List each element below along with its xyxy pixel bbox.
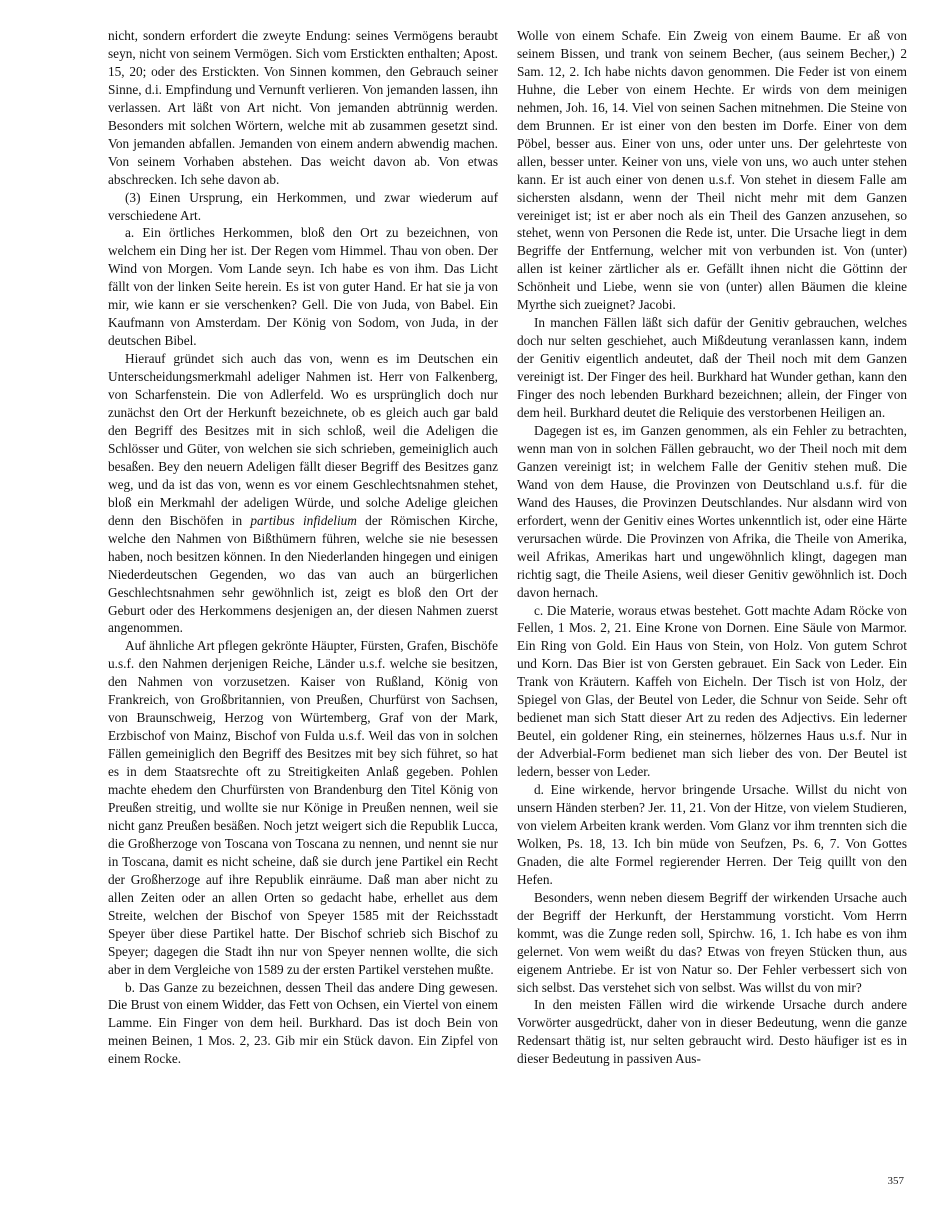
left-column	[108, 27, 498, 1068]
paragraph: Auf ähnliche Art pflegen gekrönte Häupter, Fürsten, Grafen, Bischöfe u.s.f. den Nahmen derjenigen Reiche, Länder u.s.f. welche sie besitzen, den Nahmen von vorzusetzen. Kaiser von Rußland, König von Frankreich, von Großbritannien, von Preußen, Churfürst von Sachsen, von Braunschweig, Herzog von Würtemberg, Graf von der Mark, Erzbischof von Mainz, Bischof von Fulda u.s.f. Weil das von in solchen Fällen gemeiniglich den Begriff des Besitzes mit bey sich führet, so hat es in dem Staatsrechte oft zu Streitigkeiten Anlaß gegeben. Pohlen machte ehedem den Churfürsten von Brandenburg den Titel König von Preußen streitig, und wollte sie nur Könige in Preußen nennen, weil sie nicht ganz Preußen besäßen. Noch jetzt weigert sich die Republik Lucca, die Großherzoge von Toscana von Toscana zu nennen, und nennt sie nur in Toscana, damit es nicht scheine, daß sie durch jene Partikel ein Recht der Großherzoge auf ihre Republik einräume. Daß man aber nicht zu allen Zeiten oder an allen Orten so gedacht habe, erhellet aus dem Streite, welchen der Bischof von Speyer 1585 mit der Reichsstadt Speyer über diese Partikel hatte. Der Bischof schrieb sich Bischof zu Speyer; dagegen die Stadt ihn nur von Speyer nennen wollte, die sich aber in dem Vergleiche von 1589 zu der ersten Partikel verstehen mußte.	[108, 638, 498, 977]
page-number: 357	[887, 1175, 904, 1187]
paragraph	[108, 350, 498, 637]
latin-phrase: partibus infidelium	[250, 512, 357, 528]
paragraph: nicht, sondern erfordert die zweyte Endung: seines Vermögens beraubt seyn, nicht von seinem Vermögen. Sich vom Erstickten enthalten; Apost. 15, 20; oder des Erstickten. Von Sinnen kommen, den Gebrauch seiner Sinne, d.i. Empfindung und Vernunft verlieren. Von jemanden lassen, ihn verlassen. Art läßt von Art nicht. Von jemanden abtrünnig werden. Besonders mit solchen Wörtern, welche mit ab zusammen gesetzt sind. Von jemanden abfallen. Jemanden von einem andern abwendig machen. Von seinem Vorhaben abstehen. Das weicht davon ab. Von etwas abschrecken. Ich sehe davon ab.	[108, 28, 498, 187]
paragraph: In manchen Fällen läßt sich dafür der Genitiv gebrauchen, welches doch nur selten geschiehet, auch Mißdeutung veranlassen kann, indem der Genitiv eigentlich andeutet, daß der Theil noch mit dem Ganzen vereinigt ist. Der Finger des heil. Burkhard hat Wunder gethan, kann den Finger des noch lebenden Burkhard bezeichnen; allein, der Finger von dem heil. Burkhard deutet die Reliquie des verstorbenen Heiligen an.	[517, 315, 907, 421]
paragraph-text: Hierauf gründet sich auch das von, wenn es im Deutschen ein Unterscheidungsmerkmahl adeliger Nahmen ist. Herr von Falkenberg, von Scharfenstein. Die von Adlerfeld. Wo es ursprünglich doch nur zunächst den Ort der Herkunft bezeichnete, ob es gleich auch gar bald den Begriff des Besitzes mit in sich schloß, weil die Adeligen die Schlösser und Güter, von welchen sie sich schrieben, gemeiniglich auch besaßen. Bey den neuern Adeligen fällt dieser Begriff des Besitzes ganz weg, und da ist das von, wenn es vor einem Geschlechtsnahmen stehet, bloß ein Merkmahl der adeligen Würde, und solche Adelige gleichen denn den Bischöfen in	[108, 351, 498, 528]
paragraph: Dagegen ist es, im Ganzen genommen, als ein Fehler zu betrachten, wenn man von in solchen Fällen gebraucht, wo der Theil noch mit dem Ganzen vereinigt ist; in welchem Falle der Genitiv stehen muß. Die Wand von dem Hause, die Provinzen von Deutschland u.s.f. für die Wand des Hauses, die Provinzen Deutschlandes. Nur alsdann wird von erfordert, wenn der Genitiv eines Wortes unkenntlich ist, oder eine Härte verursachen würde. Die Provinzen von Afrika, die Theile von Amerika, weil Afrikas, Amerikas hart und ungewöhnlich klingt, dagegen man richtig sagt, die Theile Asiens, weil dieser Genitiv gewöhnlich ist. Doch davon hernach.	[517, 422, 907, 600]
right-column	[517, 27, 907, 1068]
paragraph: d. Eine wirkende, hervor bringende Ursache. Willst du nicht von unsern Händen sterben? Jer. 11, 21. Von der Hitze, von vielem Studieren, von vielem Arbeiten krank werden. Vom Glanz vor ihm trennten sich die Wolken, Ps. 18, 13. Ich bin müde von Seufzen, Ps. 6, 7. Von Gottes Gnaden, die alte Formel regierender Herren. Der Teig quillt von den Hefen.	[517, 782, 907, 887]
paragraph: c. Die Materie, woraus etwas bestehet. Gott machte Adam Röcke von Fellen, 1 Mos. 2, 21. Eine Krone von Dornen. Eine Säule von Marmor. Ein Ring von Gold. Ein Haus von Stein, von Holz. Von gutem Schrot und Korn. Das Bier ist von Gersten gebrauet. Ein Sack von Leder. Ein Trank von Kräutern. Kaffeh von Eicheln. Der Tisch ist von Holz, der Spiegel von Glas, der Beutel von Leder, die Schnur von Seide. Sehr oft bedienet man sich Statt dieser Art zu reden des Adjectivs. Ein lederner Beutel, ein goldener Ring, ein steinernes, hölzernes Haus u.s.f. Nur in der Adverbial-Form bedienet man sich lieber des von. Der Beutel ist ledern, besser von Leder.	[517, 602, 907, 780]
paragraph: b. Das Ganze zu bezeichnen, dessen Theil das andere Ding gewesen. Die Brust von einem Widder, das Fett von Ochsen, ein Viertel von einem Lamme. Ein Finger von dem heil. Burkhard. Das ist doch Bein von meinen Beinen, 1 Mos. 2, 23. Gib mir ein Stück davon. Ein Zipfel von einem Rocke.	[108, 979, 498, 1067]
paragraph: Wolle von einem Schafe. Ein Zweig von einem Baume. Er aß von seinem Bissen, und trank von seinem Becher, (aus seinem Becher,) 2 Sam. 12, 2. Ich habe nichts davon genommen. Die Feder ist von einem Huhne, die Leber von einem Hechte. Er wirds von dem meinigen nehmen, Joh. 16, 14. Viel von seinen Sachen mitnehmen. Die Steine von dem Brunnen. Er ist einer von den besten im Dorfe. Einer von dem Pöbel, besser aus. Einer von uns, oder unter uns. Der gelehrteste von allen, besser unter. Keiner von uns, viele von uns, wo auch unter stehen kann. Er ist auch einer von denen u.s.f. Von stehet in diesem Falle am sichersten alsdann, wenn der Theil nicht mehr mit dem Ganzen vereiniget ist; ist er aber noch als ein Theil des Ganzen anzusehen, so stehet, wenn von Personen die Rede ist, unter. Die Ursache liegt in dem Begriffe der Entfernung, welcher mit von verbunden ist. Von (unter) allen ist keiner zärtlicher als er. Gefällt ihnen nicht die Göttinn der Schönheit und Liebe, wenn sie von (unter) allen Bäumen die kleine Myrthe sich zueignet? Jacobi.	[517, 28, 907, 313]
paragraph: In den meisten Fällen wird die wirkende Ursache durch andere Vorwörter ausgedrückt, daher von in dieser Bedeutung, wenn die ganze Redensart thätig ist, nur selten gebraucht wird. Desto häufiger ist es in dieser Bedeutung in passiven Aus-	[517, 997, 907, 1067]
paragraph: a. Ein örtliches Herkommen, bloß den Ort zu bezeichnen, von welchem ein Ding her ist. Der Regen vom Himmel. Thau von oben. Der Wind von Morgen. Vom Lande seyn. Ich habe es von ihm. Das Licht fällt von der linken Seite herein. Es ist von guter Hand. Er hat sie ja von mir, wie kann er sie verschenken? Gell. Die von Juda, von Babel. Ein Kaufmann von Amsterdam. Der König von Sodom, von Juda, in der deutschen Bibel.	[108, 225, 498, 349]
paragraph-text: der Römischen Kirche, welche den Nahmen von Bißthümern führen, welche sie nie besessen haben, noch besitzen können. In den Niederlanden hingegen und einigen Niederdeutschen Gegenden, wo das van auch an bürgerlichen Geschlechtsnahmen sehr gewöhnlich ist, zeigt es bloß den Ort der Geburt oder des Herkommens desjenigen an, der diesen Nahmen zuerst angenommen.	[108, 512, 499, 636]
paragraph: (3) Einen Ursprung, ein Herkommen, und zwar wiederum auf verschiedene Art.	[108, 189, 498, 223]
paragraph: Besonders, wenn neben diesem Begriff der wirkenden Ursache auch der Begriff der Herkunft, der Herstammung vorsticht. Vom Herrn kommt, was die Zunge reden soll, Spirchw. 16, 1. Ich habe es von ihm gelernet. Von wem weißt du das? Etwas von freyen Stücken thun, aus eigenem Antriebe. Er ist von Natur so. Der Fehler verbessert sich von sich selbst. Das verstehet sich von selbst. Was willst du von mir?	[517, 889, 907, 995]
